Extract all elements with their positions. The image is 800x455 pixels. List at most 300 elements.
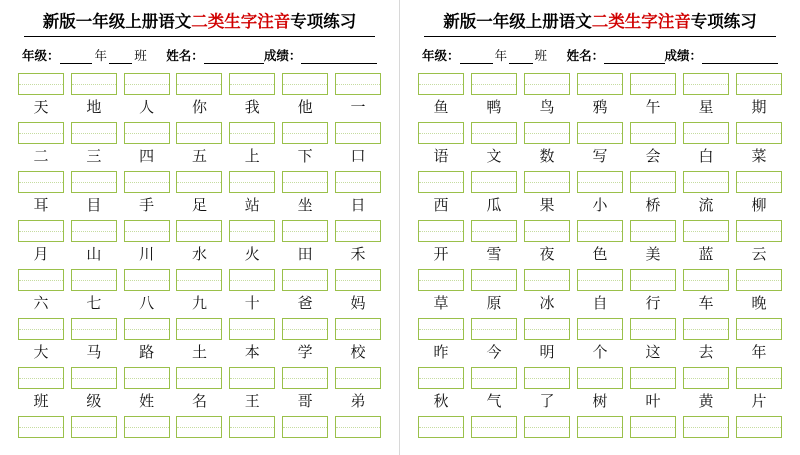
grid-cell [630,367,676,415]
grid-cell [524,269,570,317]
grid-cell [18,122,64,170]
pinyin-box[interactable] [630,220,676,242]
pinyin-box[interactable] [577,318,623,340]
hanzi-char: 哥 [297,393,313,410]
pinyin-box[interactable] [335,367,381,389]
pinyin-box[interactable] [176,122,222,144]
grid-cell [471,73,517,121]
pinyin-box[interactable] [471,318,517,340]
pinyin-box[interactable] [524,367,570,389]
grid-cell [229,318,275,366]
pinyin-box[interactable] [577,73,623,95]
grid-cell [124,220,170,268]
pinyin-box[interactable] [124,318,170,340]
name-label: 姓名： [166,48,204,63]
hanzi-char: 学 [297,344,313,361]
pinyin-box[interactable] [282,367,328,389]
hanzi-char: 本 [244,344,260,361]
grid-cell [577,318,623,366]
grid-cell [736,220,782,268]
pinyin-box[interactable] [124,171,170,193]
pinyin-box[interactable] [471,416,517,438]
hanzi-char: 文 [486,148,502,165]
score-label: 成绩： [263,48,302,63]
table-row [18,416,381,438]
table-row [418,367,782,415]
hanzi-char: 柳 [751,197,767,214]
hanzi-char: 下 [297,148,313,165]
pinyin-box[interactable] [736,416,782,438]
grid-cell [630,171,676,219]
pinyin-box[interactable] [683,367,729,389]
hanzi-char: 三 [86,148,102,165]
pinyin-box[interactable] [18,220,64,242]
pinyin-box[interactable] [335,269,381,291]
grid-cell [630,318,676,366]
hanzi-char: 了 [539,393,555,410]
hanzi-char: 鸦 [592,99,608,116]
hanzi-char: 自 [592,295,608,312]
grid-cell [176,416,222,438]
pinyin-box[interactable] [18,73,64,95]
pinyin-box[interactable] [18,171,64,193]
table-row [18,318,381,366]
hanzi-char: 地 [86,99,102,116]
pinyin-box[interactable] [229,269,275,291]
grid-cell [577,269,623,317]
pinyin-box[interactable] [229,73,275,95]
hanzi-char: 星 [698,99,714,116]
grade-unit: 年 [94,48,107,63]
hanzi-char: 语 [433,148,449,165]
pinyin-box[interactable] [335,122,381,144]
hanzi-char: 班 [33,393,49,410]
grade-input[interactable] [60,50,93,64]
pinyin-box[interactable] [630,416,676,438]
pinyin-box[interactable] [524,318,570,340]
pinyin-box[interactable] [282,318,328,340]
grid-cell [282,318,328,366]
hanzi-char: 手 [139,197,155,214]
pinyin-box[interactable] [176,73,222,95]
hanzi-char: 九 [191,295,207,312]
hanzi-char: 人 [139,99,155,116]
pinyin-box[interactable] [524,171,570,193]
pinyin-box[interactable] [282,269,328,291]
pinyin-box[interactable] [630,171,676,193]
pinyin-box[interactable] [335,220,381,242]
pinyin-box[interactable] [176,416,222,438]
character-grid [418,73,782,438]
pinyin-box[interactable] [471,73,517,95]
hanzi-char: 白 [698,148,714,165]
grid-cell [471,122,517,170]
pinyin-box[interactable] [18,122,64,144]
pinyin-box[interactable] [229,220,275,242]
grid-cell [683,367,729,415]
hanzi-char: 小 [592,197,608,214]
hanzi-char: 昨 [433,344,449,361]
grid-cell [176,171,222,219]
grid-cell [736,73,782,121]
hanzi-char: 黄 [698,393,714,410]
hanzi-char: 雪 [486,246,502,263]
table-row [418,220,782,268]
pinyin-box[interactable] [176,269,222,291]
hanzi-char: 美 [645,246,661,263]
table-row [18,220,381,268]
hanzi-char: 西 [433,197,449,214]
grid-cell [736,269,782,317]
pinyin-box[interactable] [577,171,623,193]
pinyin-box[interactable] [736,367,782,389]
pinyin-box[interactable] [418,367,464,389]
grid-cell [683,220,729,268]
table-row [18,367,381,415]
grid-cell [418,367,464,415]
pinyin-box[interactable] [471,220,517,242]
pinyin-box[interactable] [683,269,729,291]
grid-cell [335,171,381,219]
pinyin-box[interactable] [282,122,328,144]
grid-cell [577,73,623,121]
grid-cell [418,220,464,268]
grid-cell [124,171,170,219]
hanzi-char: 校 [350,344,366,361]
pinyin-box[interactable] [124,220,170,242]
pinyin-box[interactable] [524,269,570,291]
pinyin-box[interactable] [683,416,729,438]
grid-cell [229,122,275,170]
hanzi-char: 山 [86,246,102,263]
table-row [418,318,782,366]
page-title-prefix: 新版一年级上册语文 [443,12,592,31]
hanzi-char: 鸟 [539,99,555,116]
grid-cell [124,269,170,317]
hanzi-char: 色 [592,246,608,263]
pinyin-box[interactable] [683,220,729,242]
hanzi-char: 级 [86,393,102,410]
table-row [418,73,782,121]
pinyin-box[interactable] [418,73,464,95]
hanzi-char: 十 [244,295,260,312]
hanzi-char: 草 [433,295,449,312]
hanzi-char: 你 [191,99,207,116]
grid-cell [176,73,222,121]
pinyin-box[interactable] [418,269,464,291]
grid-cell [418,269,464,317]
pinyin-box[interactable] [124,122,170,144]
hanzi-char: 菜 [751,148,767,165]
character-grid [18,73,381,438]
table-row [418,269,782,317]
hanzi-char: 爸 [297,295,313,312]
pinyin-box[interactable] [418,220,464,242]
grid-cell [71,269,117,317]
pinyin-box[interactable] [577,220,623,242]
pinyin-box[interactable] [630,269,676,291]
hanzi-char: 一 [350,99,366,116]
hanzi-char: 川 [139,246,155,263]
grid-cell [418,73,464,121]
grid-cell [736,122,782,170]
pinyin-box[interactable] [71,122,117,144]
hanzi-char: 火 [244,246,260,263]
grade-input[interactable] [460,50,493,64]
grid-cell [335,416,381,438]
pinyin-box[interactable] [630,367,676,389]
hanzi-char: 冰 [539,295,555,312]
hanzi-char: 上 [244,148,260,165]
grid-cell [71,367,117,415]
pinyin-box[interactable] [18,269,64,291]
grid-cell [736,318,782,366]
grid-cell [630,220,676,268]
table-row [418,416,782,438]
grid-cell [124,318,170,366]
pinyin-box[interactable] [736,269,782,291]
grid-cell [18,171,64,219]
grid-cell [524,416,570,438]
grid-cell [176,122,222,170]
page-title-prefix: 新版一年级上册语文 [42,12,192,31]
pinyin-box[interactable] [282,416,328,438]
hanzi-char: 目 [86,197,102,214]
grid-cell [229,220,275,268]
pinyin-box[interactable] [524,73,570,95]
pinyin-box[interactable] [71,269,117,291]
grid-cell [471,269,517,317]
pinyin-box[interactable] [282,220,328,242]
pinyin-box[interactable] [471,171,517,193]
pinyin-box[interactable] [71,416,117,438]
hanzi-char: 秋 [433,393,449,410]
grid-cell [124,73,170,121]
pinyin-box[interactable] [630,73,676,95]
pinyin-box[interactable] [71,318,117,340]
pinyin-box[interactable] [229,122,275,144]
pinyin-box[interactable] [630,122,676,144]
hanzi-char: 足 [191,197,207,214]
table-row [18,73,381,121]
page-title-highlight: 二类生字注音 [191,12,291,31]
grid-cell [683,171,729,219]
class-unit: 班 [534,48,548,63]
hanzi-char: 天 [33,99,49,116]
grade-label: 年级： [22,48,60,63]
grid-cell [524,73,570,121]
pinyin-box[interactable] [577,269,623,291]
pinyin-box[interactable] [282,171,328,193]
hanzi-char: 耳 [33,197,49,214]
class-input[interactable] [109,50,132,64]
pinyin-box[interactable] [18,318,64,340]
pinyin-box[interactable] [335,171,381,193]
hanzi-char: 田 [297,246,313,263]
hanzi-char: 叶 [645,393,661,410]
pinyin-box[interactable] [683,122,729,144]
hanzi-char: 坐 [297,197,313,214]
grid-cell [524,220,570,268]
page-title-highlight: 二类生字注音 [591,12,691,31]
pinyin-box[interactable] [124,73,170,95]
page-title [424,12,776,37]
hanzi-char: 云 [751,246,767,263]
grid-cell [282,220,328,268]
grid-cell [524,171,570,219]
grid-cell [736,171,782,219]
grid-cell [524,318,570,366]
grid-cell [630,416,676,438]
grid-cell [282,416,328,438]
grid-cell [18,416,64,438]
hanzi-char: 年 [751,344,767,361]
grid-cell [71,73,117,121]
hanzi-char: 夜 [539,246,555,263]
pinyin-box[interactable] [736,220,782,242]
pinyin-box[interactable] [229,367,275,389]
pinyin-box[interactable] [736,318,782,340]
pinyin-box[interactable] [683,171,729,193]
pinyin-box[interactable] [418,416,464,438]
page-title [24,12,375,37]
hanzi-char: 晚 [751,295,767,312]
hanzi-char: 鱼 [433,99,449,116]
pinyin-box[interactable] [282,73,328,95]
hanzi-char: 瓜 [486,197,502,214]
score-input[interactable] [702,50,778,64]
grid-cell [683,269,729,317]
pinyin-box[interactable] [124,367,170,389]
pinyin-box[interactable] [471,367,517,389]
grid-cell [18,367,64,415]
grid-cell [577,171,623,219]
pinyin-box[interactable] [736,122,782,144]
worksheet-page-right [400,0,800,455]
pinyin-box[interactable] [71,367,117,389]
grid-cell [229,416,275,438]
pinyin-box[interactable] [471,122,517,144]
grid-cell [736,416,782,438]
pinyin-box[interactable] [335,318,381,340]
pinyin-box[interactable] [18,367,64,389]
pinyin-box[interactable] [124,269,170,291]
pinyin-box[interactable] [71,73,117,95]
grid-cell [18,220,64,268]
pinyin-box[interactable] [71,220,117,242]
grid-cell [124,416,170,438]
pinyin-box[interactable] [176,220,222,242]
grid-cell [577,367,623,415]
grid-cell [577,220,623,268]
grid-cell [229,73,275,121]
pinyin-box[interactable] [335,73,381,95]
pinyin-box[interactable] [71,171,117,193]
pinyin-box[interactable] [577,367,623,389]
pinyin-box[interactable] [471,269,517,291]
grid-cell [630,122,676,170]
student-info-row [22,46,377,64]
pinyin-box[interactable] [418,122,464,144]
pinyin-box[interactable] [683,73,729,95]
grid-cell [418,416,464,438]
name-input[interactable] [204,50,264,64]
pinyin-box[interactable] [229,171,275,193]
grid-cell [229,171,275,219]
page-title-suffix: 专项练习 [690,12,757,31]
pinyin-box[interactable] [124,416,170,438]
hanzi-char: 片 [751,393,767,410]
hanzi-char: 去 [698,344,714,361]
pinyin-box[interactable] [176,367,222,389]
pinyin-box[interactable] [524,416,570,438]
hanzi-char: 数 [539,148,555,165]
hanzi-char: 树 [592,393,608,410]
pinyin-box[interactable] [176,318,222,340]
hanzi-char: 个 [592,344,608,361]
name-label: 姓名： [566,48,605,63]
grid-cell [471,367,517,415]
class-input[interactable] [509,50,532,64]
grid-cell [18,318,64,366]
grid-cell [335,367,381,415]
pinyin-box[interactable] [418,318,464,340]
grid-cell [524,122,570,170]
pinyin-box[interactable] [577,122,623,144]
hanzi-char: 桥 [645,197,661,214]
grid-cell [71,220,117,268]
grid-cell [736,367,782,415]
hanzi-char: 名 [191,393,207,410]
grid-cell [418,122,464,170]
hanzi-char: 大 [33,344,49,361]
name-input[interactable] [604,50,664,64]
grid-cell [471,171,517,219]
pinyin-box[interactable] [229,318,275,340]
pinyin-box[interactable] [418,171,464,193]
grid-cell [71,416,117,438]
grid-cell [282,367,328,415]
grid-cell [229,367,275,415]
pinyin-box[interactable] [524,122,570,144]
pinyin-box[interactable] [524,220,570,242]
hanzi-char: 今 [486,344,502,361]
grid-cell [683,122,729,170]
grid-cell [282,73,328,121]
grid-cell [282,122,328,170]
pinyin-box[interactable] [18,416,64,438]
score-input[interactable] [301,50,377,64]
pinyin-box[interactable] [736,171,782,193]
pinyin-box[interactable] [683,318,729,340]
class-unit: 班 [134,48,147,63]
pinyin-box[interactable] [630,318,676,340]
hanzi-char: 路 [139,344,155,361]
pinyin-box[interactable] [176,171,222,193]
grid-cell [18,269,64,317]
grid-cell [335,220,381,268]
grid-cell [176,318,222,366]
grid-cell [18,73,64,121]
grid-cell [335,122,381,170]
pinyin-box[interactable] [229,416,275,438]
hanzi-char: 鸭 [486,99,502,116]
pinyin-box[interactable] [577,416,623,438]
pinyin-box[interactable] [736,73,782,95]
hanzi-char: 开 [433,246,449,263]
pinyin-box[interactable] [335,416,381,438]
grid-cell [524,367,570,415]
